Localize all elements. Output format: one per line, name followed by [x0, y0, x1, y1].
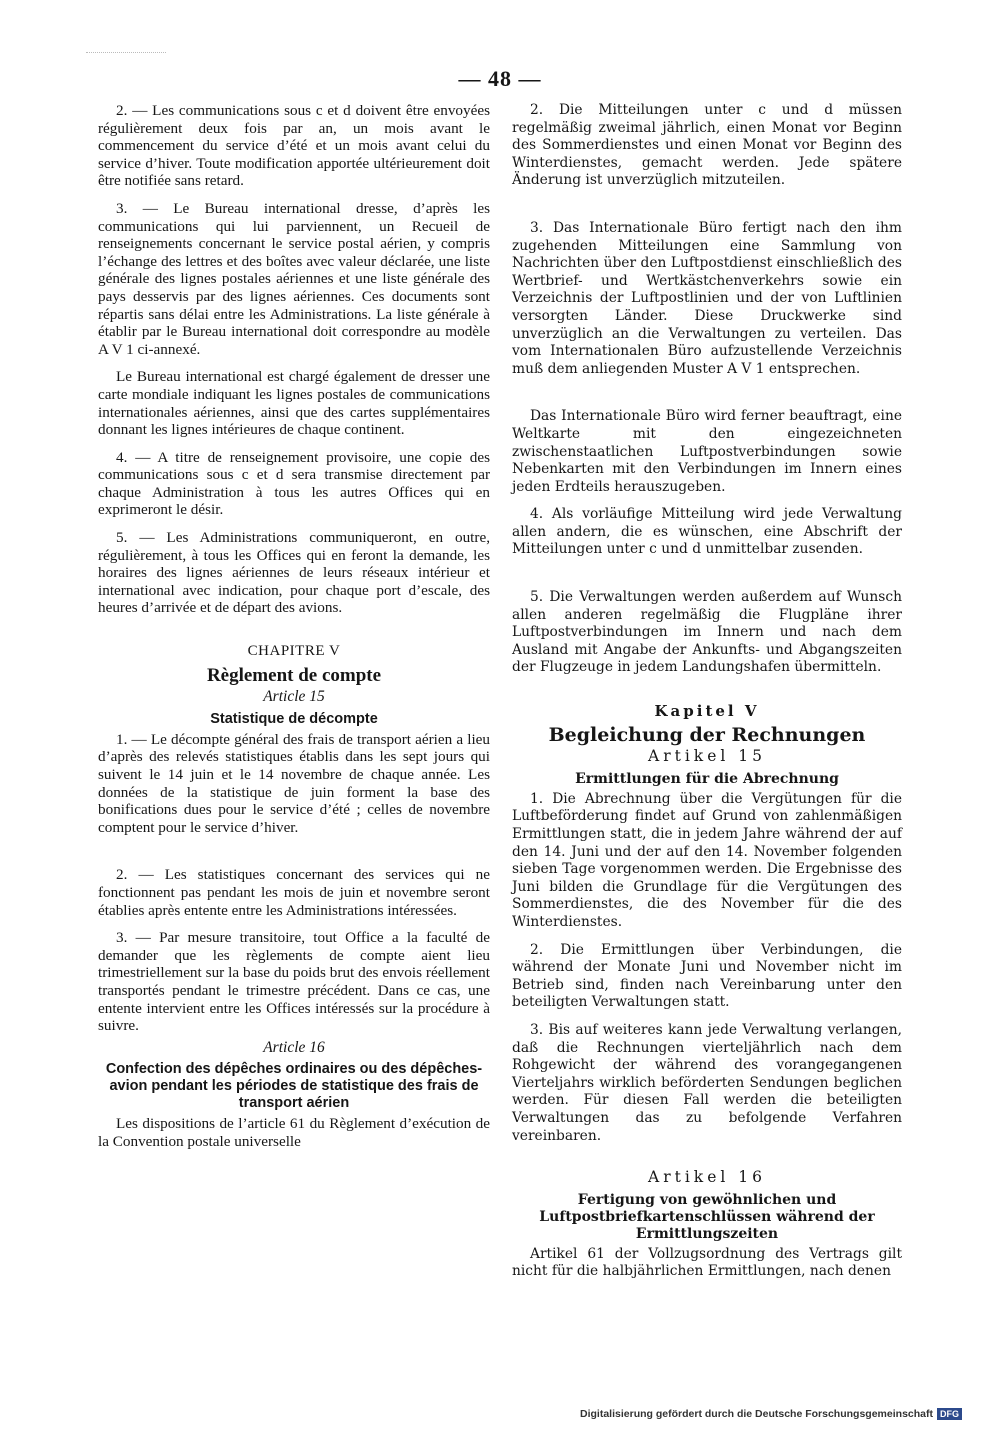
page-number: — 48 — [458, 66, 542, 91]
fr-art15-paragraph-1: 1. — Le décompte général des frais de transport aérien a lieu d’après des relevés statistiques établis dans les sept jours qui suivent le 14 juin et le 14 novembre de chaque année. Les données de la statistique de juin forment la base des bonifications dues pour le service d’été ; celles de novembre comptent pour le service d’hiver. [98, 730, 490, 836]
de-paragraph-3: 3. Das Internationale Büro fertigt nach den ihm zugehenden Mitteilungen eine Sammlung von Nachrichten über den Luftpostdienst einschließlich des Wertbrief- und Wertkästchenverkehrs sowie ein Verzeichnis der Luftpostlinien und der von Luftlinien versorgten Länder. Diese Druckwerke sind unverzüglich an die Verwaltungen zu verteilen. Das vom Internationalen Büro aufzustellende Verzeichnis muß dem anliegenden Muster A V 1 entsprechen. [512, 219, 902, 377]
fr-chapter-title: Règlement de compte [206, 664, 382, 686]
de-paragraph-2: 2. Die Mitteilungen unter c und d müssen regelmäßig zweimal jährlich, einen Monat vor Beginn des Sommerdienstes und einen Monat vor Beginn des Winterdienstes, gemacht werden. Jede spätere Änderung ist unverzüglich mitzuteilen. [512, 102, 902, 189]
fr-paragraph-4: 4. — A titre de renseignement provisoire, une copie des communications sous c et d sera transmise directement par chaque Administration à tous les autres Offices qui en exprimeront le désir. [98, 448, 490, 519]
de-art15-paragraph-2: 2. Die Ermittlungen über Verbindungen, die während der Monate Juni und November nicht im Betrieb sind, finden nach Vereinbarung unter den beteiligten Verwaltungen statt. [512, 941, 902, 1011]
de-chapter-heading: Kapitel V [654, 702, 760, 721]
fr-art15-paragraph-2: 2. — Les statistiques concernant des services qui ne fonctionnent pas pendant les mois de juin et novembre seront établies après entente entre les Administrations intéressées. [98, 866, 490, 919]
fr-art16-paragraph-1: Les dispositions de l’article 61 du Règlement d’exécution de la Convention postale universelle [98, 1115, 490, 1150]
dfg-logo-icon: DFG [937, 1408, 962, 1420]
de-art15-paragraph-1: 1. Die Abrechnung über die Vergütungen für die Luftbeförderung findet auf Grund von zahlenmäßigen Ermittlungen statt, die in jedem Jahre während der auf den 14. Juni und der auf den 14. November folgenden sieben Tage vorgenommen werden. Die Ergebnisse des Juni bilden die Grundlage für die Vergütungen des Sommerdienstes, die des November für die des Winterdienstes. [512, 790, 902, 930]
de-chapter-title: Begleichung der Rechnungen [548, 723, 866, 746]
footer-credit [580, 1408, 962, 1420]
de-article-16-title: Fertigung von gewöhnlichen und Luftpostbriefkartenschlüssen während der Ermittlungszeiten [539, 1191, 875, 1242]
scan-mark [86, 52, 166, 57]
fr-paragraph-2: 2. — Les communications sous c et d doivent être envoyées régulièrement deux fois par an, un mois avant le commencement du service d’été et un mois avant celui du service d’hiver. Toute modification apportée ultérieurement doit être notifiée sans retard. [98, 102, 490, 190]
fr-paragraph-5: 5. — Les Administrations communiqueront, en outre, régulièrement, à tous les Offices qui en feront la demande, les horaires des lignes aériennes de leurs réseaux intérieur et international avec indication, pour chaque port d’escale, des heures d’arrivée et de départ des avions. [98, 529, 490, 617]
footer-text: Digitalisierung gefördert durch die Deutsche Forschungsgemeinschaft [580, 1408, 933, 1420]
fr-article-16-title: Confection des dépêches ordinaires ou des dépêches-avion pendant les périodes de statistique des frais de transport aérien [105, 1061, 483, 1112]
de-paragraph-5: 5. Die Verwaltungen werden außerdem auf Wunsch allen anderen regelmäßig die Flugpläne ihrer Luftpostverbindungen im Innern und nach dem Ausland mit Angabe der Ankunfts- und Abgangszeiten der Flugzeuge in jedem Landungshafen übermitteln. [512, 589, 902, 676]
fr-paragraph-map: Le Bureau international est chargé également de dresser une carte mondiale indiquant les lignes postales de communications internationales aériennes, ainsi que des cartes supplémentaires donnant les lignes intérieures de chaque continent. [98, 368, 490, 439]
french-column [98, 102, 490, 1151]
german-column [512, 102, 902, 1281]
fr-article-15-title: Statistique de décompte [210, 710, 378, 727]
de-paragraph-map: Das Internationale Büro wird ferner beauftragt, eine Weltkarte mit den eingezeichneten zwischenstaatlichen Luftpostverbindungen sowie Nebenkarten mit den Verbindungen im Innern eines jeden Erdteils herauszugeben. [512, 408, 902, 495]
fr-article-16-heading: Article 16 [263, 1038, 325, 1056]
de-article-15-heading: Artikel 15 [648, 747, 766, 766]
fr-article-15-heading: Article 15 [263, 688, 325, 706]
fr-chapter-heading: CHAPITRE V [247, 643, 341, 660]
de-paragraph-4: 4. Als vorläufige Mitteilung wird jede Verwaltung allen andern, die es wünschen, eine Abschrift der Mitteilungen unter c und d unmittelbar zusenden. [512, 506, 902, 558]
fr-paragraph-3: 3. — Le Bureau international dresse, d’après les communications qui lui parviennent, un Recueil de renseignements concernant le service postal aérien, y compris l’échange des lettres et des boîtes avec valeur déclarée, une liste générale des lignes postales aériennes et une liste générale des pays desservis par des lignes aériennes. Ces documents sont répartis sans délai entre les Administrations. La liste générale à établir par le Bureau international doit correspondre au modèle A V 1 ci-annexé. [98, 199, 490, 358]
de-art16-paragraph-1: Artikel 61 der Vollzugsordnung des Vertrags gilt nicht für die halbjährlichen Ermittlungen, nach denen [512, 1245, 902, 1280]
de-article-15-title: Ermittlungen für die Abrechnung [575, 770, 839, 787]
fr-art15-paragraph-3: 3. — Par mesure transitoire, tout Office a la faculté de demander que les règlements de compte aient lieu trimestriellement sur la base du poids brut des envois réellement transportés pendant le trimestre précédent. Dans ce cas, une entente intervient entre les Offices intéressés sur la procédure à suivre. [98, 929, 490, 1035]
de-art15-paragraph-3: 3. Bis auf weiteres kann jede Verwaltung verlangen, daß die Rechnungen vierteljährlich nach dem Rohgewicht der während des vorangegangenen Vierteljahrs wirklich beförderten Sendungen beglichen werden. Für diesen Fall werden die beteiligten Verwaltungen das zu befolgende Verfahren vereinbaren. [512, 1021, 902, 1144]
de-article-16-heading: Artikel 16 [648, 1168, 766, 1187]
